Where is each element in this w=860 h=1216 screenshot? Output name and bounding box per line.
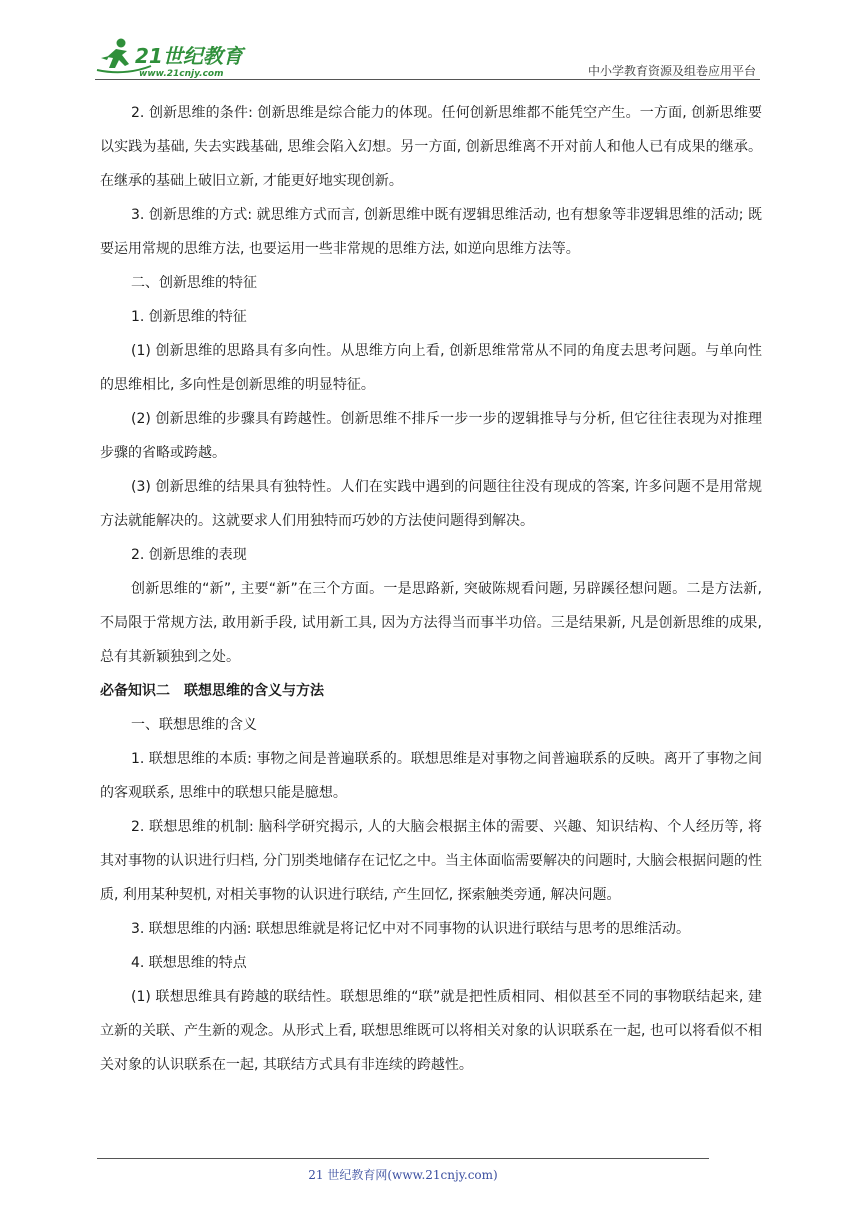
paragraph: 1. 联想思维的本质: 事物之间是普遍联系的。联想思维是对事物之间普遍联系的反映。离开了事物之间的客观联系, 思维中的联想只能是臆想。 <box>100 751 762 801</box>
paragraph: (1) 创新思维的思路具有多向性。从思维方向上看, 创新思维常常从不同的角度去思考问题。与单向性的思维相比, 多向性是创新思维的明显特征。 <box>100 343 762 393</box>
paragraph: 创新思维的“新”, 主要“新”在三个方面。一是思路新, 突破陈规看问题, 另辟蹊径想问题。二是方法新, 不局限于常规方法, 敢用新手段, 试用新工具, 因为方法得当而事半功倍。三是结果新, 凡是创新思维的成果, 总有其新颖独到之处。 <box>100 581 762 665</box>
paragraph: 3. 创新思维的方式: 就思维方式而言, 创新思维中既有逻辑思维活动, 也有想象等非逻辑思维的活动; 既要运用常规的思维方法, 也要运用一些非常规的思维方法, 如逆向思维方法等。 <box>100 207 762 257</box>
subsection-heading: 2. 创新思维的表现 <box>131 547 247 563</box>
header-divider <box>95 79 760 80</box>
site-logo[interactable] <box>95 36 265 80</box>
paragraph: 3. 联想思维的内涵: 联想思维就是将记忆中对不同事物的认识进行联结与思考的思维活动。 <box>131 921 690 937</box>
subsection-heading: 4. 联想思维的特点 <box>131 955 247 971</box>
section-heading: 二、创新思维的特征 <box>131 275 257 291</box>
paragraph: (2) 创新思维的步骤具有跨越性。创新思维不排斥一步一步的逻辑推导与分析, 但它往往表现为对推理步骤的省略或跨越。 <box>100 411 762 461</box>
paragraph: 2. 创新思维的条件: 创新思维是综合能力的体现。任何创新思维都不能凭空产生。一方面, 创新思维要以实践为基础, 失去实践基础, 思维会陷入幻想。另一方面, 创新思维离不开对前人和他人已有成果的继承。在继承的基础上破旧立新, 才能更好地实现创新。 <box>100 105 762 189</box>
knowledge-heading: 必备知识二 联想思维的含义与方法 <box>100 683 324 699</box>
section-heading: 一、联想思维的含义 <box>131 717 257 733</box>
footer-link[interactable]: 21 世纪教育网(www.21cnjy.com) <box>308 1168 498 1182</box>
logo-url: www.21cnjy.com <box>139 69 224 79</box>
subsection-heading: 1. 创新思维的特征 <box>131 309 247 325</box>
paragraph: (3) 创新思维的结果具有独特性。人们在实践中遇到的问题往往没有现成的答案, 许多问题不是用常规方法就能解决的。这就要求人们用独特而巧妙的方法使问题得到解决。 <box>100 479 762 529</box>
footer-divider <box>97 1158 709 1159</box>
paragraph: 2. 联想思维的机制: 脑科学研究揭示, 人的大脑会根据主体的需要、兴趣、知识结构、个人经历等, 将其对事物的认识进行归档, 分门别类地储存在记忆之中。当主体面临需要解决的问题时, 大脑会根据问题的性质, 利用某种契机, 对相关事物的认识进行联结, 产生回忆, 探索触类旁通, 解决问题。 <box>100 819 762 903</box>
page-header <box>95 30 760 80</box>
paragraph: (1) 联想思维具有跨越的联结性。联想思维的“联”就是把性质相同、相似甚至不同的事物联结起来, 建立新的关联、产生新的观念。从形式上看, 联想思维既可以将相关对象的认识联系在一起, 也可以将看似不相关对象的认识联系在一起, 其联结方式具有非连续的跨越性。 <box>100 989 762 1073</box>
platform-title: 中小学教育资源及组卷应用平台 <box>587 64 756 78</box>
logo-text: 21世纪教育 <box>135 44 243 68</box>
runner-logo-icon <box>95 36 265 80</box>
document-body <box>100 96 762 1082</box>
